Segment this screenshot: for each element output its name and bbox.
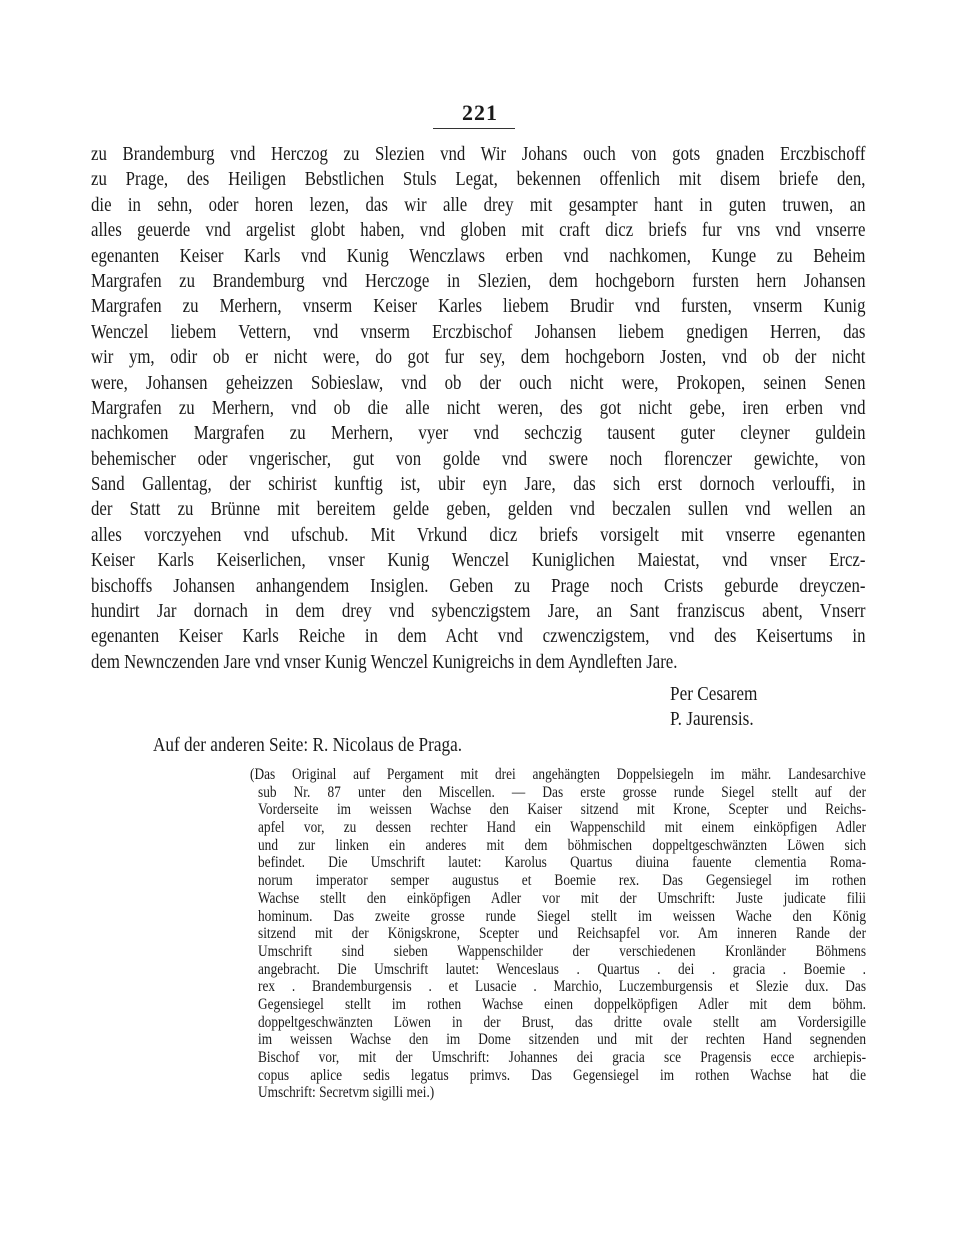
text-line: egenanten Keiser Karls vnd Kunig Wenczlaws erben vnd nachkomen, Kunge zu Beheim	[91, 244, 866, 267]
text-line: nachkomen Margrafen zu Merhern, vyer vnd sechczig tausent guter cleyner guldein	[91, 422, 866, 445]
text-line: Margrafen zu Merhern, vnd ob die alle nicht weren, des got nicht gebe, iren erben vnd	[91, 396, 866, 419]
signature-line: Per Cesarem	[670, 683, 758, 705]
charter-text	[91, 142, 866, 675]
text-line: Margrafen zu Brandemburg vnd Herczoge in Slezien, dem hochgeborn fursten hern Johansen	[91, 269, 866, 292]
note-line: copus aplice sedis legatus primvs. Das Gegensiegel im rothen Wachse hat die	[258, 1066, 867, 1084]
text-line: bischoffs Johansen anhangendem Insiglen. Geben zu Prage noch Crists geburde dreyczen-	[91, 574, 866, 597]
note-line: norum imperator semper augustus et Boemie rex. Das Gegensiegel im rothen	[258, 872, 867, 890]
text-line: Sand Gallentag, der schirist kunftig ist, ubir eyn Jare, das sich erst dornoch verlouffi, in	[91, 473, 866, 496]
note-line: befindet. Die Umschrift lautet: Karolus Quartus diuina fauente clementia Roma-	[258, 854, 867, 872]
reverse-side-note: Auf der anderen Seite: R. Nicolaus de Praga.	[153, 734, 463, 756]
text-line: wir ym, odir ob er nicht were, do got fur sey, dem hochgeborn Josten, vnd ob der nicht	[91, 346, 866, 369]
note-line: Gegensiegel stellt im rothen Wachse einen doppelköpfigen Adler mit dem böhm.	[258, 995, 867, 1013]
text-line: alles vorczyehen vnd ufschub. Mit Vrkund dicz briefs vorsigelt mit vnserre egenanten	[91, 523, 866, 546]
note-line: und zur linken ein anderes mit dem böhmischen doppeltgeschwänzten Löwen sich	[258, 836, 867, 854]
note-line: Umschrift: Secretvm sigilli mei.)	[258, 1084, 435, 1102]
note-line: rex . Brandemburgensis . et Lusacie . Marchio, Luczemburgensis et Slezie dux. Das	[258, 978, 867, 996]
note-line: im weissen Wachse den im Dome sitzenden und mit der rechten Hand segnenden	[258, 1031, 867, 1049]
text-line: die in sehn, oder horen lezen, das wir alle drey mit gesampter hant in guten truwen, an	[91, 193, 866, 216]
text-line: der Statt zu Brünne mit bereitem gelde geben, gelden vnd beczalen sullen vnd wellen an	[91, 498, 866, 521]
text-line: zu Brandemburg vnd Herczog zu Slezien vnd Wir Johans ouch von gots gnaden Erczbischoff	[91, 143, 866, 165]
note-line: sitzend mit der Königskrone, Scepter und Reichsapfel vor. Am inneren Rande der	[258, 925, 867, 943]
note-line: apfel vor, zu dessen rechter Hand ein Wappenschild mit einem einköpfigen Adler	[258, 819, 867, 837]
text-line: zu Prage, des Heiligen Bebstlichen Stuls Legat, bekennen offenlich mit disem briefe den,	[91, 168, 866, 191]
text-line: behemischer oder vngerischer, gut von golde vnd swere noch florenczer gewichte, von	[91, 447, 866, 470]
text-line: egenanten Keiser Karls Reiche in dem Acht vnd czwenczigstem, vnd des Keisertums in	[91, 625, 866, 648]
note-line: sub Nr. 87 unter den Miscellen. — Das erste grosse runde Siegel stellt auf der	[258, 783, 867, 801]
signature-line: P. Jaurensis.	[670, 708, 754, 730]
note-line: angebracht. Die Umschrift lautet: Wenceslaus . Quartus . dei . gracia . Boemie .	[258, 960, 867, 978]
text-line: alles geuerde vnd argelist globt haben, vnd globen mit craft dicz briefs fur vns vnd vnserre	[91, 219, 866, 242]
note-line: hominum. Das zweite grosse runde Siegel stellt im weissen Wache den König	[258, 907, 867, 925]
text-line: Keiser Karls Keiserlichen, vnser Kunig Wenczel Kuniglichen Maiestat, vnd vnser Ercz-	[91, 549, 866, 572]
note-line: (Das Original auf Pergament mit drei angehängten Doppelsiegeln im mähr. Landesarchive	[250, 766, 866, 783]
signature-block	[670, 682, 757, 732]
note-line: Umschrift sind sieben Wappenschilder der verschiedenen Kronländer Böhmens	[258, 942, 867, 960]
text-line: dem Newnczenden Jare vnd vnser Kunig Wenczel Kunigreichs in dem Ayndleften Jare.	[91, 650, 678, 673]
note-line: Vorderseite im weissen Wachse den Kaiser sitzend mit Krone, Scepter und Reichs-	[258, 801, 867, 819]
note-line: Bischof vor, mit der Umschrift: Johannes dei gracia sce Pragensis ecce archiepis-	[258, 1049, 867, 1066]
text-line: hundirt Jar dornach in dem drey vnd sybenczigstem Jare, an Sant franziscus abent, Vnserr	[91, 600, 866, 623]
editorial-footnote	[250, 766, 867, 1102]
page-number-rule	[433, 128, 515, 129]
text-line: were, Johansen geheizzen Sobieslaw, vnd ob der ouch nicht were, Prokopen, seinen Senen	[91, 371, 866, 394]
note-line: Wachse stellt den einköpfigen Adler vor mit der Umschrift: Juste judicate filii	[258, 889, 867, 907]
note-line: doppeltgeschwänzten Löwen in der Brust, das dritte ovale stellt am Vordersigille	[258, 1013, 867, 1031]
page-number: 221	[462, 100, 498, 125]
text-line: Wenczel liebem Vettern, vnd vnserm Erczbischof Johansen liebem gnedigen Herren, das	[91, 320, 866, 343]
text-line: Margrafen zu Merhern, vnserm Keiser Karles liebem Brudir vnd fursten, vnserm Kunig	[91, 295, 866, 318]
